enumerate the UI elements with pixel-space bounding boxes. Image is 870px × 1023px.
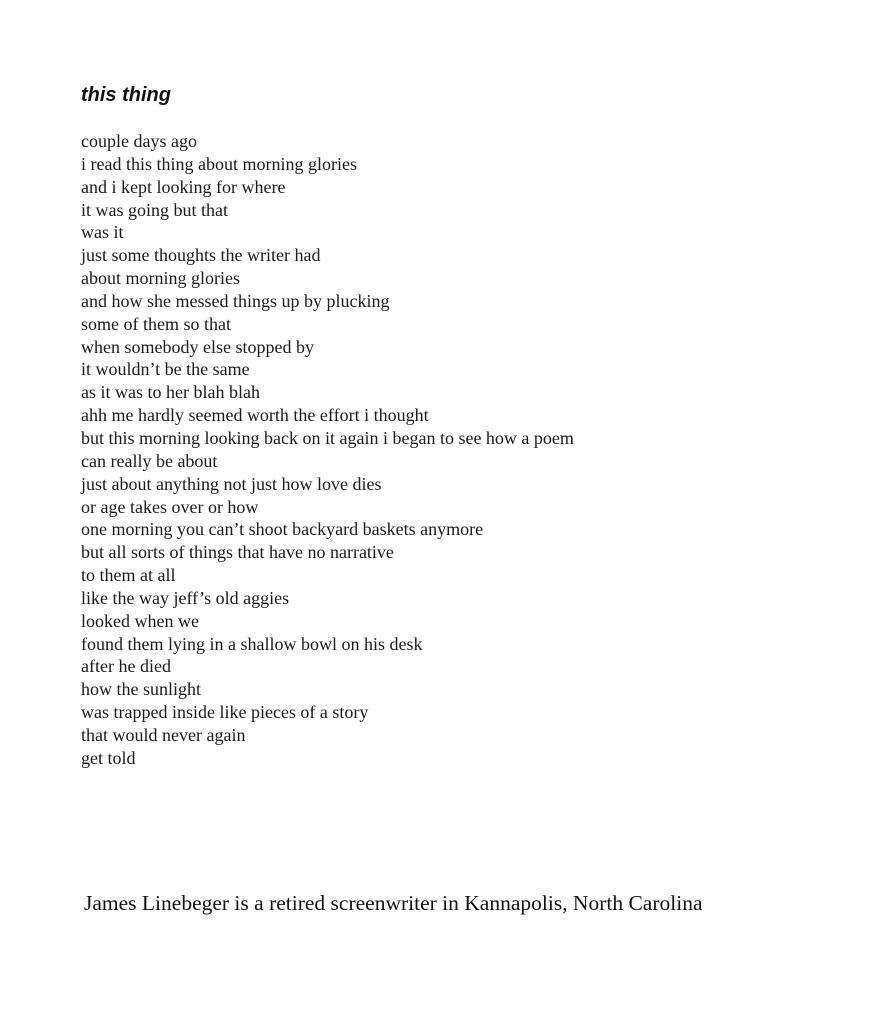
poem-line: as it was to her blah blah bbox=[81, 382, 260, 403]
poem-line: it wouldn’t be the same bbox=[81, 359, 250, 380]
poem-line: after he died bbox=[81, 656, 171, 677]
poem-line: some of them so that bbox=[81, 313, 231, 334]
poem-line: but this morning looking back on it again i began to see how a poem bbox=[81, 427, 574, 448]
poem-line: can really be about bbox=[81, 450, 218, 471]
poem-line: about morning glories bbox=[81, 268, 240, 289]
poem-line: one morning you can’t shoot backyard baskets anymore bbox=[81, 519, 484, 540]
poem-line: to them at all bbox=[81, 565, 176, 586]
poem-line: looked when we bbox=[81, 610, 199, 631]
poem-line: or age takes over or how bbox=[81, 496, 259, 517]
poem-line: but all sorts of things that have no narrative bbox=[81, 542, 394, 563]
author-bio: James Linebeger is a retired screenwriter in Kannapolis, North Carolina bbox=[84, 891, 703, 915]
poem-line: ahh me hardly seemed worth the effort i thought bbox=[81, 405, 429, 426]
poem-line: when somebody else stopped by bbox=[81, 336, 314, 357]
poem-title: this thing bbox=[81, 84, 171, 106]
poem-line: i read this thing about morning glories bbox=[81, 153, 357, 174]
poem-line: found them lying in a shallow bowl on his desk bbox=[81, 633, 423, 654]
poem-line: get told bbox=[81, 747, 136, 768]
poem-line: just about anything not just how love dies bbox=[81, 473, 382, 494]
poem-line: that would never again bbox=[81, 724, 246, 745]
poem-line: and i kept looking for where bbox=[81, 176, 286, 197]
poem-line: just some thoughts the writer had bbox=[81, 245, 321, 266]
poem-line: was trapped inside like pieces of a story bbox=[81, 702, 369, 723]
poem-body bbox=[81, 130, 574, 770]
poem-line: was it bbox=[81, 222, 124, 243]
poem-line: how the sunlight bbox=[81, 679, 201, 700]
poem-line: couple days ago bbox=[81, 131, 197, 151]
poem-line: it was going but that bbox=[81, 199, 228, 220]
poem-line: and how she messed things up by plucking bbox=[81, 290, 390, 311]
poem-line: like the way jeff’s old aggies bbox=[81, 587, 290, 608]
